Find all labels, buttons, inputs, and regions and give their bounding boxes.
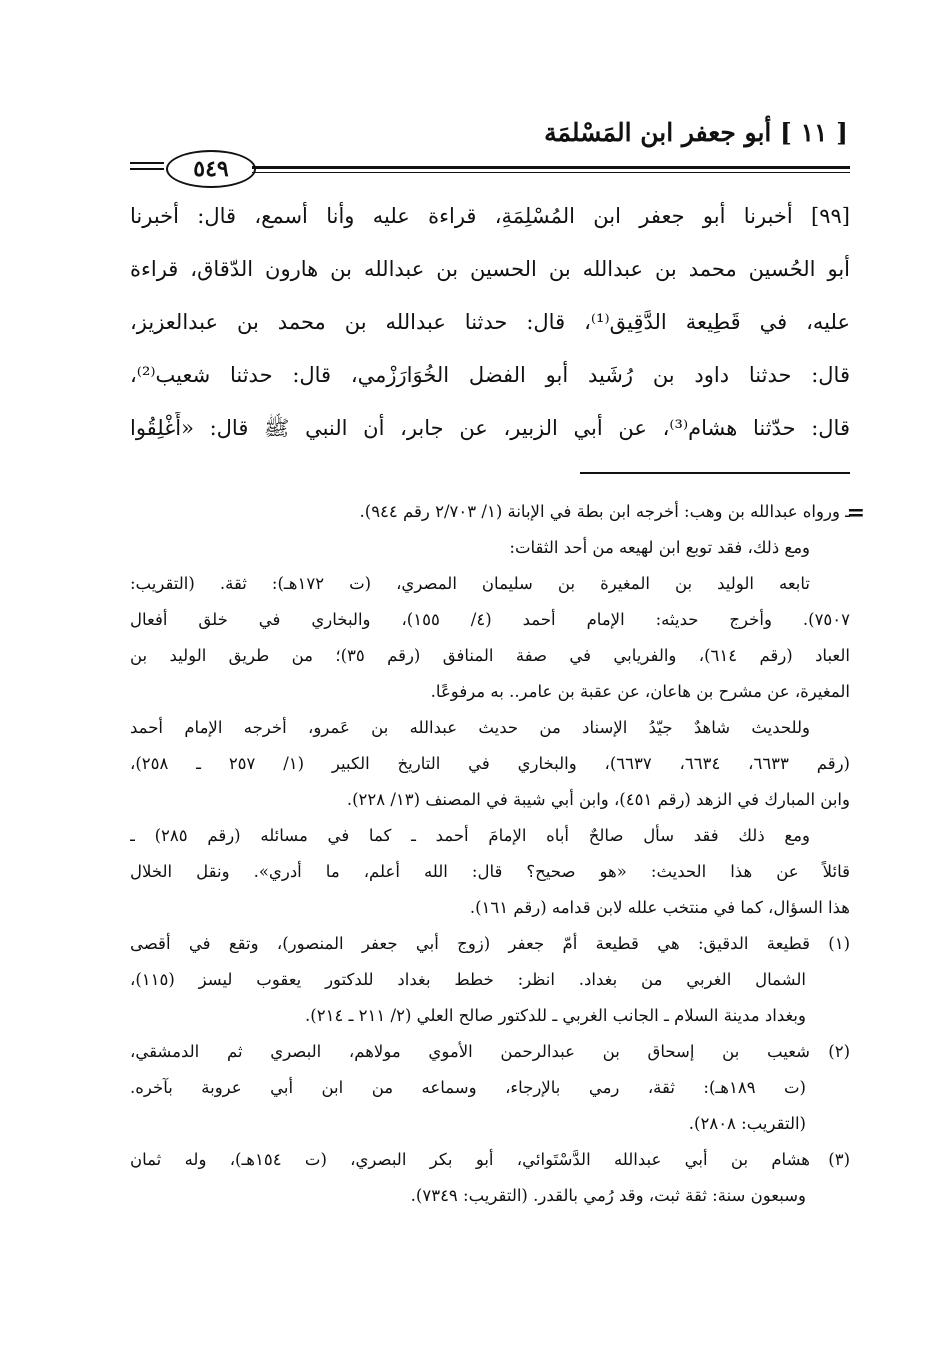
footnote-line: هذا السؤال، كما في منتخب علله لابن قدامه (رقم ١٦١). xyxy=(469,898,850,917)
footnotes xyxy=(130,494,850,1214)
footnote-line: الشمال الغربي من بغداد. انظر: خطط بغداد للدكتور يعقوب ليسز (١١٥)، xyxy=(130,970,806,989)
footnote-line: تابعه الوليد بن المغيرة بن سليمان المصري، (ت ١٧٢هـ): ثقة. (التقريب: xyxy=(130,574,810,593)
footnote-line: ومع ذلك، فقد توبع ابن لهيعه من أحد الثقات: xyxy=(509,538,810,557)
main-text-line: قال: حدّثنا هشام⁽³⁾، عن أبي الزبير، عن جابر، أن النبي ﷺ قال: «أَغْلِقُوا xyxy=(130,416,850,440)
footnote-line: العباد (رقم ٦١٤)، والفريابي في صفة المنافق (رقم ٣٥)؛ من طريق الوليد بن xyxy=(130,646,850,665)
footnote-separator xyxy=(580,472,850,474)
footnote-line: قائلاً عن هذا الحديث: «هو صحيح؟ قال: الله أعلم، ما أدري». ونقل الخلال xyxy=(130,862,850,881)
footnote-line: وبغداد مدينة السلام ـ الجانب الغربي ـ للدكتور صالح العلي (٢/ ٢١١ ـ ٢١٤). xyxy=(305,1006,806,1025)
footnote-number: (٣) xyxy=(828,1150,850,1169)
footnote-line: (التقريب: ٢٨٠٨). xyxy=(688,1114,806,1133)
footnote-line: ومع ذلك فقد سأل صالحٌ أباه الإمامَ أحمد ـ كما في مسائله (رقم ٢٨٥) ـ xyxy=(130,826,810,845)
footnote-line: وابن المبارك في الزهد (رقم ٤٥١)، وابن أبي شيبة في المصنف (١٣/ ٢٢٨). xyxy=(346,790,850,809)
footnote-text: شعيب بن إسحاق بن عبدالرحمن الأموي مولاهم، البصري ثم الدمشقي، xyxy=(130,1042,810,1061)
continuation-mark: = xyxy=(846,500,865,526)
footnote-line: ٧٥٠٧). وأخرج حديثه: الإمام أحمد (٤/ ١٥٥)، والبخاري في خلق أفعال xyxy=(130,610,850,629)
header-rule-stub xyxy=(130,162,164,170)
main-text-line: [٩٩] أخبرنا أبو جعفر ابن المُسْلِمَةِ، قراءة عليه وأنا أسمع، قال: أخبرنا xyxy=(130,204,850,228)
page-number: ٥٤٩ xyxy=(166,150,256,188)
footnote-2 xyxy=(130,1034,850,1142)
footnote-line: ـ ورواه عبدالله بن وهب: أخرجه ابن بطة في الإبانة (١/ ٢/٧٠٣ رقم ٩٤٤). xyxy=(359,502,850,521)
footnote-line: المغيرة، عن مشرح بن هاعان، عن عقبة بن عامر.. به مرفوعًا. xyxy=(430,682,850,701)
header-rule xyxy=(252,166,850,173)
footnote-line: (رقم ٦٦٣٣، ٦٦٣٤، ٦٦٣٧)، والبخاري في التاريخ الكبير (١/ ٢٥٧ ـ ٢٥٨)، xyxy=(130,754,850,773)
footnote-1 xyxy=(130,926,850,1034)
footnote-number: (٢) xyxy=(828,1042,850,1061)
footnote-line xyxy=(130,926,850,962)
footnote-line xyxy=(130,1142,850,1178)
footnote-line: (ت ١٨٩هـ): ثقة، رمي بالإرجاء، وسماعه من ابن أبي عروبة بآخره. xyxy=(130,1078,806,1097)
main-text-line: قال: حدثنا داود بن رُشَيد أبو الفضل الخُوَارَزْمي، قال: حدثنا شعيب⁽²⁾، xyxy=(130,363,850,387)
footnote-3 xyxy=(130,1142,850,1214)
footnote-line xyxy=(130,1034,850,1070)
footnote-line: وللحديث شاهدٌ جيّدُ الإسناد من حديث عبدالله بن عَمرو، أخرجه الإمام أحمد xyxy=(130,718,810,737)
footnote-number: (١) xyxy=(828,934,850,953)
main-text xyxy=(130,200,850,465)
running-header: [ ١١ ] أبو جعفر ابن المَسْلمَة xyxy=(544,118,848,147)
footnote-text: قطيعة الدقيق: هي قطيعة أمّ جعفر (زوج أبي جعفر المنصور)، وتقع في أقصى xyxy=(130,934,810,953)
main-text-line: عليه، في قَطِيعة الدَّقِيق⁽¹⁾، قال: حدثنا عبدالله بن محمد بن عبدالعزيز، xyxy=(130,310,850,334)
footnote-text: هشام بن أبي عبدالله الدَّسْتَوائي، أبو بكر البصري، (ت ١٥٤هـ)، وله ثمان xyxy=(130,1150,811,1169)
main-text-line: أبو الحُسين محمد بن عبدالله بن الحسين بن عبدالله بن هارون الدّقاق، قراءة xyxy=(130,257,850,281)
footnote-line: وسبعون سنة: ثقة ثبت، وقد رُمي بالقدر. (التقريب: ٧٣٤٩). xyxy=(410,1186,806,1205)
